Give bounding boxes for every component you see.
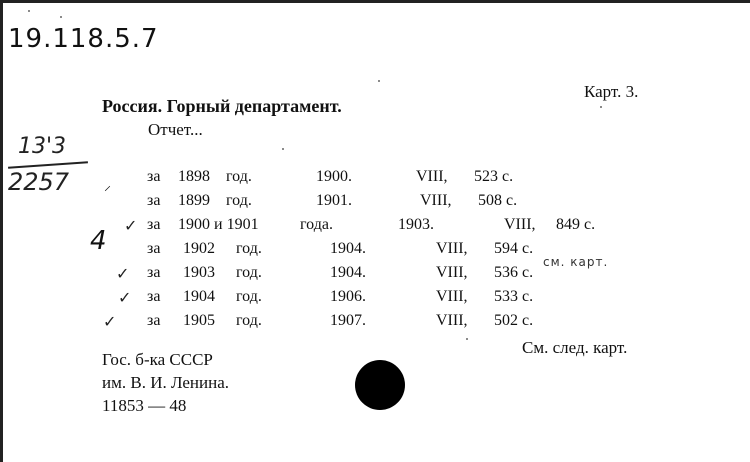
entry-year: 1903 xyxy=(183,264,215,281)
entry-row xyxy=(0,216,750,238)
entry-volume: VIII, xyxy=(436,264,468,281)
entry-published: 1903. xyxy=(398,216,434,233)
speck xyxy=(282,148,284,150)
entry-volume: VIII, xyxy=(436,240,468,257)
entry-volume: VIII, xyxy=(436,288,468,305)
entry-pages: 594 с. xyxy=(494,240,534,257)
entry-prefix: за xyxy=(147,264,161,281)
entry-volume: VIII, xyxy=(416,168,448,185)
entry-word: год. xyxy=(226,168,252,185)
speck xyxy=(378,80,380,82)
stamp-line-2: им. В. И. Ленина. xyxy=(102,373,230,392)
card-top-edge xyxy=(0,0,750,3)
marginal-mark: 4 xyxy=(90,226,107,256)
entry-published: 1904. xyxy=(330,240,366,257)
entry-volume: VIII, xyxy=(504,216,536,233)
check-mark: ✓ xyxy=(103,312,117,331)
check-mark: ✓ xyxy=(116,264,130,283)
tick-mark: ⸝ xyxy=(104,179,111,194)
entry-pages: 508 с. xyxy=(478,192,518,209)
entry-year: 1905 xyxy=(183,312,215,329)
handwritten-number-top: 13'3 xyxy=(18,134,67,159)
entry-published: 1906. xyxy=(330,288,366,305)
punch-hole xyxy=(355,360,405,410)
entry-volume: VIII, xyxy=(436,312,468,329)
entry-subtitle: Отчет... xyxy=(148,120,203,139)
shelfmark: 19.118.5.7 xyxy=(8,24,159,54)
entry-prefix: за xyxy=(147,216,161,233)
entry-prefix: за xyxy=(147,312,161,329)
speck xyxy=(600,106,602,108)
entry-row xyxy=(0,192,750,214)
entry-pages: 849 с. xyxy=(556,216,596,233)
entry-word: год. xyxy=(236,288,262,305)
entry-pages: 536 с. xyxy=(494,264,534,281)
entry-year: 1900 и 1901 xyxy=(178,216,259,233)
entry-row xyxy=(0,312,750,334)
entry-row xyxy=(0,168,750,190)
entry-pages: 533 с. xyxy=(494,288,534,305)
check-mark: ✓ xyxy=(124,216,138,235)
entry-prefix: за xyxy=(147,192,161,209)
entry-year: 1904 xyxy=(183,288,215,305)
entry-word: год. xyxy=(236,264,262,281)
stamp-line-1: Гос. б-ка СССР xyxy=(102,350,213,369)
library-stamp xyxy=(102,348,229,417)
entry-published: 1907. xyxy=(330,312,366,329)
entry-volume: VIII, xyxy=(420,192,452,209)
entry-pages: 523 с. xyxy=(474,168,514,185)
check-mark: ✓ xyxy=(118,288,132,307)
entry-word: год. xyxy=(236,312,262,329)
entry-published: 1904. xyxy=(330,264,366,281)
entry-prefix: за xyxy=(147,240,161,257)
entry-word: год. xyxy=(236,240,262,257)
entry-published: 1900. xyxy=(316,168,352,185)
entry-published: 1901. xyxy=(316,192,352,209)
see-next-card: См. след. карт. xyxy=(522,338,628,357)
handwritten-number-bottom: 2257 xyxy=(8,168,70,196)
entry-year: 1898 xyxy=(178,168,210,185)
entry-row xyxy=(0,288,750,310)
entry-prefix: за xyxy=(147,288,161,305)
entry-row xyxy=(0,240,750,262)
speck xyxy=(28,10,30,12)
entry-row xyxy=(0,264,750,286)
speck xyxy=(60,16,62,18)
entry-word: года. xyxy=(300,216,333,233)
speck xyxy=(466,338,468,340)
entry-word: год. xyxy=(226,192,252,209)
entry-title: Россия. Горный департамент. xyxy=(102,96,342,116)
overwritten-note: см. карт. xyxy=(543,255,609,269)
stamp-line-3: 11853 — 48 xyxy=(102,396,187,415)
entry-pages: 502 с. xyxy=(494,312,534,329)
entry-year: 1902 xyxy=(183,240,215,257)
card-number: Карт. 3. xyxy=(584,82,639,101)
entry-prefix: за xyxy=(147,168,161,185)
entry-year: 1899 xyxy=(178,192,210,209)
